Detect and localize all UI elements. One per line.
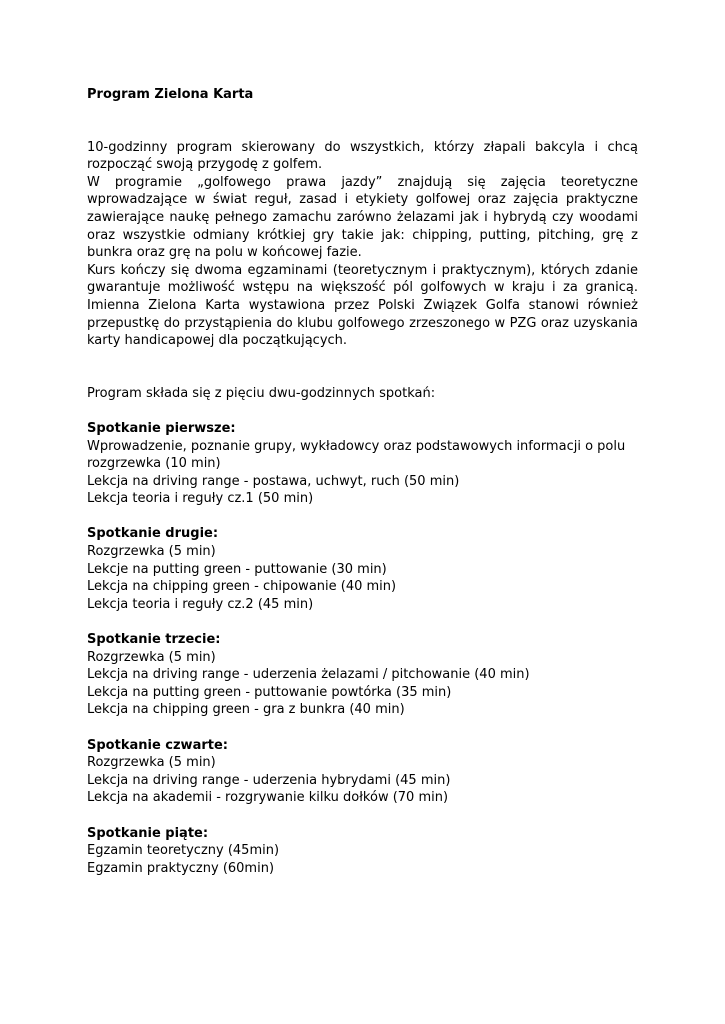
meeting-item: Rozgrzewka (5 min) xyxy=(87,649,216,665)
meeting-item: Lekcja na akademii - rozgrywanie kilku dołków (70 min) xyxy=(87,790,449,806)
meeting-item: Lekcja na driving range - uderzenia żelazami / pitchowanie (40 min) xyxy=(87,667,530,683)
meeting-5 xyxy=(87,825,638,878)
meeting-item: Egzamin praktyczny (60min) xyxy=(87,860,275,876)
meeting-heading: Spotkanie piąte: xyxy=(87,825,209,841)
meeting-heading: Spotkanie trzecie: xyxy=(87,632,221,648)
meeting-item: rozgrzewka (10 min) xyxy=(87,456,221,472)
document-page xyxy=(87,86,638,877)
intro-paragraph: 10-godzinny program skierowany do wszystkich, którzy złapali bakcyla i chcą rozpocząć swoją przygodę z golfem. xyxy=(87,139,638,173)
meeting-3 xyxy=(87,631,638,719)
meeting-item: Lekcja na putting green - puttowanie powtórka (35 min) xyxy=(87,684,452,700)
meeting-1 xyxy=(87,420,638,508)
meeting-item: Lekcje na putting green - puttowanie (30 min) xyxy=(87,561,387,577)
meeting-item: Lekcja na driving range - uderzenia hybrydami (45 min) xyxy=(87,772,451,788)
meeting-item: Lekcja na chipping green - gra z bunkra (40 min) xyxy=(87,702,405,718)
meeting-item: Egzamin teoretyczny (45min) xyxy=(87,843,280,859)
meeting-4 xyxy=(87,737,638,807)
meeting-item: Lekcja na chipping green - chipowanie (40 min) xyxy=(87,579,397,595)
document-title: Program Zielona Karta xyxy=(87,87,254,102)
intro-section xyxy=(87,139,638,350)
meeting-heading: Spotkanie drugie: xyxy=(87,526,219,542)
meeting-item: Lekcja na driving range - postawa, uchwyt, ruch (50 min) xyxy=(87,473,460,489)
meeting-item: Lekcja teoria i reguły cz.1 (50 min) xyxy=(87,491,314,507)
meeting-item: Lekcja teoria i reguły cz.2 (45 min) xyxy=(87,596,314,612)
intro-paragraph: Kurs kończy się dwoma egzaminami (teoretycznym i praktycznym), których zdanie gwarantuje możliwość wstępu na większość pól golfowych w kraju i za granicą. Imienna Zielona Karta wystawiona przez Polski Związek Golfa stanowi również przepustkę do przystąpienia do klubu golfowego zrzeszonego w PZG oraz uzyskania karty handicapowej dla początkujących. xyxy=(87,262,638,349)
intro-paragraph: W programie „golfowego prawa jazdy” znajdują się zajęcia teoretyczne wprowadzające w świat reguł, zasad i etykiety golfowej oraz zajęcia praktyczne zawierające naukę pełnego zamachu zarówno żelazami jak i hybrydą czy woodami oraz wszystkie odmiany krótkiej gry takie jak: chipping, putting, pitching, grę z bunkra oraz grę na polu w końcowej fazie. xyxy=(87,174,638,261)
program-summary: Program składa się z pięciu dwu-godzinnych spotkań: xyxy=(87,385,436,401)
meeting-item: Rozgrzewka (5 min) xyxy=(87,755,216,771)
meeting-item: Rozgrzewka (5 min) xyxy=(87,544,216,560)
meeting-2 xyxy=(87,525,638,613)
meeting-heading: Spotkanie czwarte: xyxy=(87,737,228,753)
meeting-item: Wprowadzenie, poznanie grupy, wykładowcy oraz podstawowych informacji o polu xyxy=(87,438,626,454)
meeting-heading: Spotkanie pierwsze: xyxy=(87,420,236,436)
